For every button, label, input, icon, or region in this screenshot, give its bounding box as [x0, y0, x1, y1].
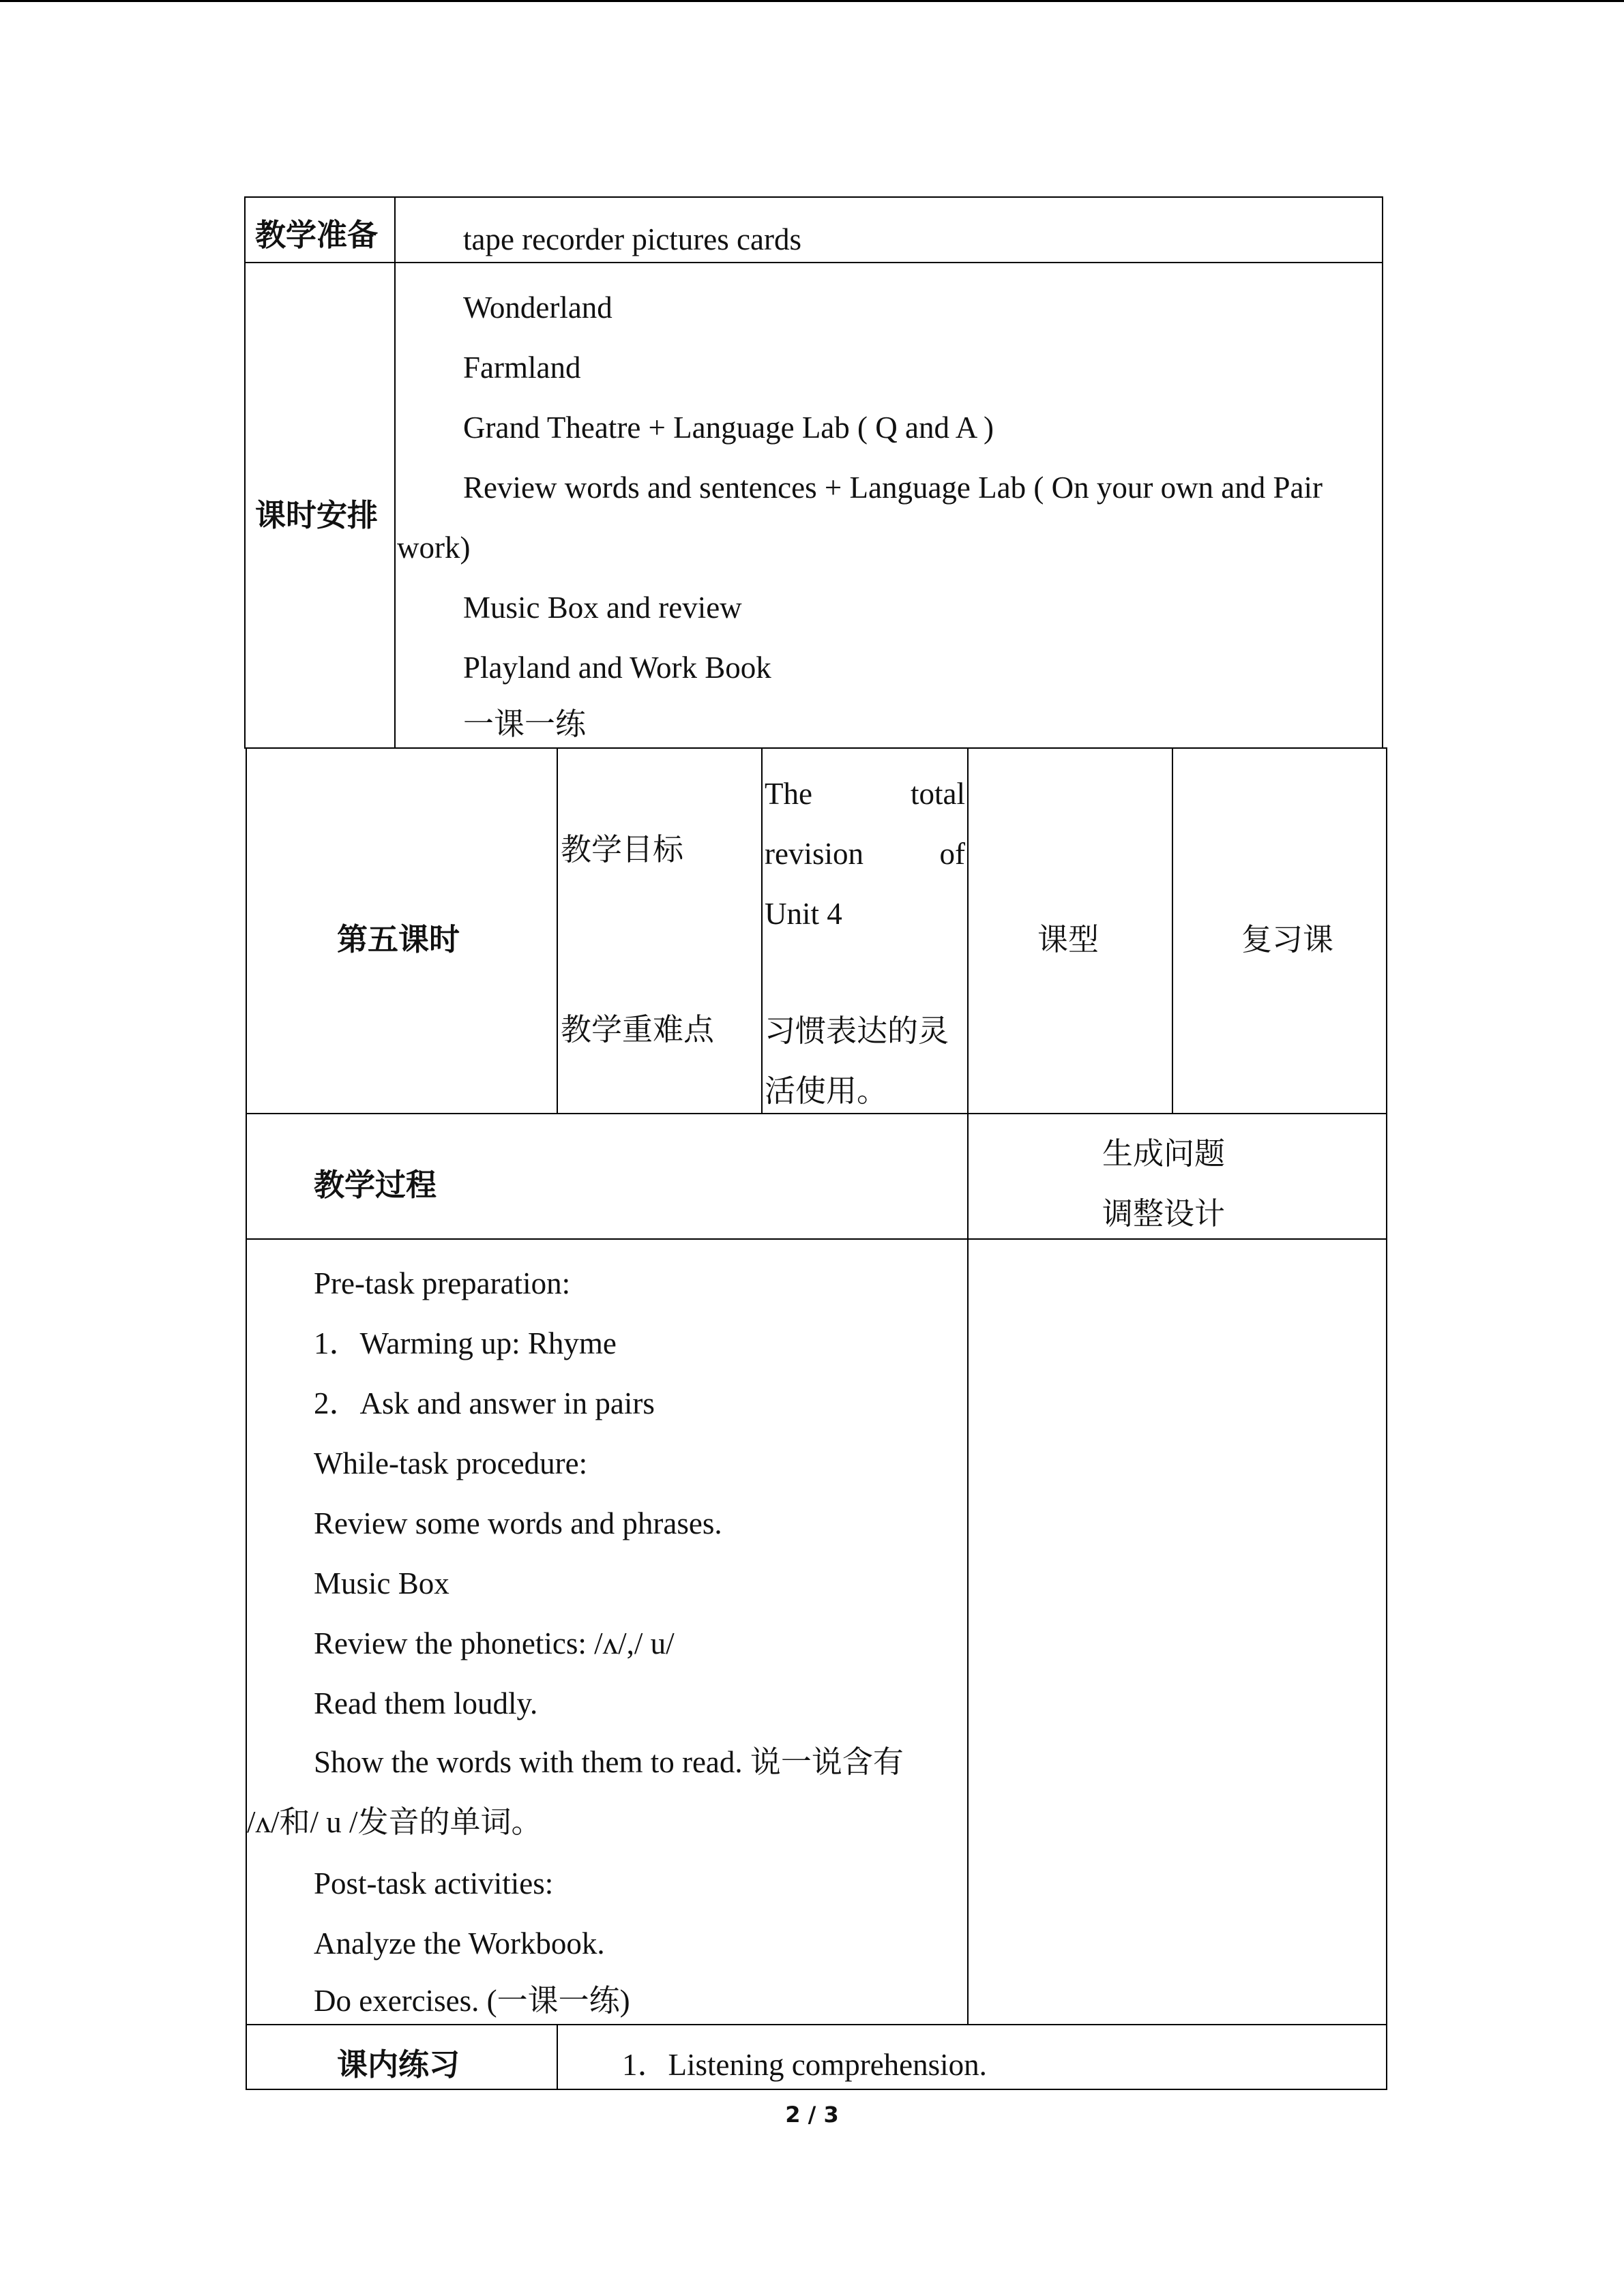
table2-column-divider — [557, 2024, 558, 2090]
value-teaching-preparation: tape recorder pictures cards — [463, 222, 801, 256]
label-teaching-preparation: 教学准备 — [255, 217, 379, 253]
adjust-design-header: 生成问题 — [1102, 1135, 1226, 1172]
process-line: Pre-task preparation: — [314, 1266, 571, 1300]
value-in-class-practice: 1．Listening comprehension. — [622, 2048, 987, 2082]
process-line: While-task procedure: — [314, 1446, 588, 1480]
table2-column-divider — [557, 747, 558, 1113]
process-line: Analyze the Workbook. — [314, 1926, 605, 1960]
goal-word: The — [765, 777, 812, 811]
key-points-text: 习惯表达的灵 — [765, 1013, 949, 1049]
schedule-item: Farmland — [463, 351, 581, 385]
schedule-item: Music Box and review — [463, 591, 742, 625]
process-line: Review the phonetics: /ʌ/,/ u/ — [314, 1626, 675, 1660]
label-lesson-type: 课型 — [1037, 921, 1099, 957]
key-points-text: 活使用。 — [765, 1073, 888, 1109]
label-lesson-schedule: 课时安排 — [255, 497, 379, 533]
process-line: Review some words and phrases. — [314, 1506, 722, 1540]
process-line: 1．Warming up: Rhyme — [314, 1326, 617, 1360]
goal-line: Unit 4 — [765, 897, 842, 931]
process-line: Show the words with them to read. 说一说含有 — [314, 1745, 904, 1779]
label-key-difficult-points: 教学重难点 — [561, 1011, 715, 1047]
label-teaching-goal: 教学目标 — [561, 831, 684, 867]
process-line: Do exercises. (一课一练) — [314, 1984, 630, 2018]
goal-line — [765, 824, 965, 884]
goal-word: revision — [765, 837, 863, 871]
top-border-line — [0, 0, 1624, 2]
schedule-item: Wonderland — [463, 290, 612, 325]
table2-column-divider — [761, 747, 763, 1113]
table1-column-divider — [394, 196, 396, 749]
table2-column-divider — [1172, 747, 1173, 1113]
table2-column-divider — [967, 747, 969, 2024]
process-line: Post-task activities: — [314, 1866, 554, 1900]
process-line: Read them loudly. — [314, 1686, 538, 1720]
process-line: Music Box — [314, 1566, 449, 1600]
page-number: 2 / 3 — [785, 2102, 839, 2128]
process-line: /ʌ/和/ u /发音的单词。 — [247, 1805, 542, 1839]
goal-line — [765, 764, 965, 824]
process-line: 2．Ask and answer in pairs — [314, 1386, 655, 1420]
schedule-item: 一课一练 — [463, 706, 587, 742]
schedule-item: Review words and sentences + Language Lab ( On your own and Pair — [463, 471, 1323, 505]
label-fifth-lesson: 第五课时 — [337, 921, 460, 957]
schedule-item: Playland and Work Book — [463, 651, 771, 685]
table1-row-divider — [244, 262, 1383, 263]
schedule-item: work) — [397, 531, 471, 565]
adjust-design-header: 调整设计 — [1102, 1195, 1226, 1232]
label-in-class-practice: 课内练习 — [337, 2046, 460, 2083]
goal-word: total — [911, 777, 965, 811]
schedule-item: Grand Theatre + Language Lab ( Q and A ) — [463, 411, 994, 445]
value-lesson-type: 复习课 — [1241, 921, 1334, 957]
label-teaching-process: 教学过程 — [314, 1167, 437, 1203]
goal-word: of — [939, 837, 965, 871]
